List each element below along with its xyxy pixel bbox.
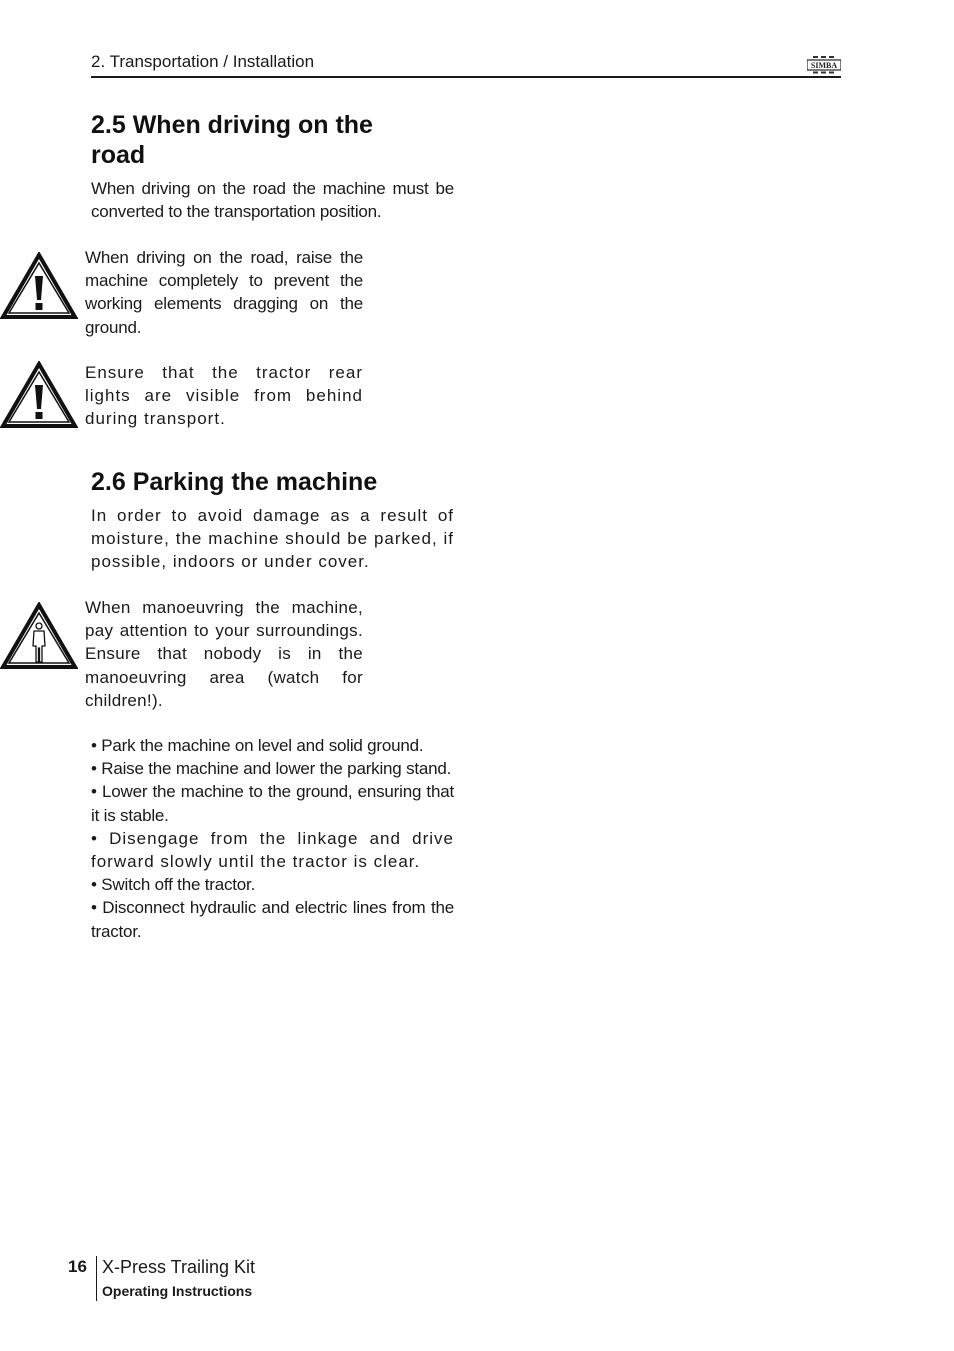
warning-text-raise: When driving on the road, raise the machine completely to prevent the working elements dragging on the ground. [85, 248, 363, 337]
simba-logo [807, 56, 841, 74]
logo-text: SIMBA [810, 61, 838, 70]
list-item: • Disconnect hydraulic and electric lines from the tractor. [91, 898, 454, 941]
list-item: • Switch off the tractor. [91, 875, 256, 895]
footer-subtitle: Operating Instructions [102, 1283, 253, 1299]
warning-block-lights [0, 361, 363, 433]
list-item: • Disengage from the linkage and drive forward slowly until the tractor is clear. [91, 828, 454, 872]
warning-triangle-icon [0, 252, 78, 320]
section-2-6-intro: In order to avoid damage as a result of moisture, the machine should be parked, if possible, indoors or under cover. [91, 506, 454, 572]
page-number: 16 [68, 1257, 87, 1276]
section-2-5-heading [91, 110, 454, 170]
warning-text-manoeuvre: When manoeuvring the machine, pay attention to your surroundings. Ensure that nobody is in the manoeuvring area (watch for children!). [85, 598, 363, 710]
page-header [91, 52, 841, 78]
section-2-5-intro: When driving on the road the machine must be converted to the transportation position. [91, 179, 454, 222]
warning-block-manoeuvre [0, 596, 363, 716]
warning-text-lights: Ensure that the tractor rear lights are visible from behind during transport. [85, 363, 363, 429]
warning-triangle-icon [0, 361, 78, 429]
header-title: 2. Transportation / Installation [91, 52, 315, 71]
list-item: • Park the machine on level and solid ground. [91, 736, 424, 755]
heading: 2.6 Parking the machine [91, 468, 378, 496]
warning-block-raise [0, 246, 363, 342]
person-warning-icon [0, 602, 78, 670]
list-item: • Raise the machine and lower the parking stand. [91, 759, 452, 779]
list-item: • Lower the machine to the ground, ensuring that it is stable. [91, 782, 454, 825]
footer-title: X-Press Trailing Kit [102, 1257, 256, 1277]
footer-divider [96, 1256, 97, 1301]
heading-line1: 2.5 When driving on the [91, 111, 373, 139]
section-2-6-heading [91, 467, 454, 497]
heading-line2: road [91, 141, 146, 169]
parking-steps-list [91, 734, 454, 943]
